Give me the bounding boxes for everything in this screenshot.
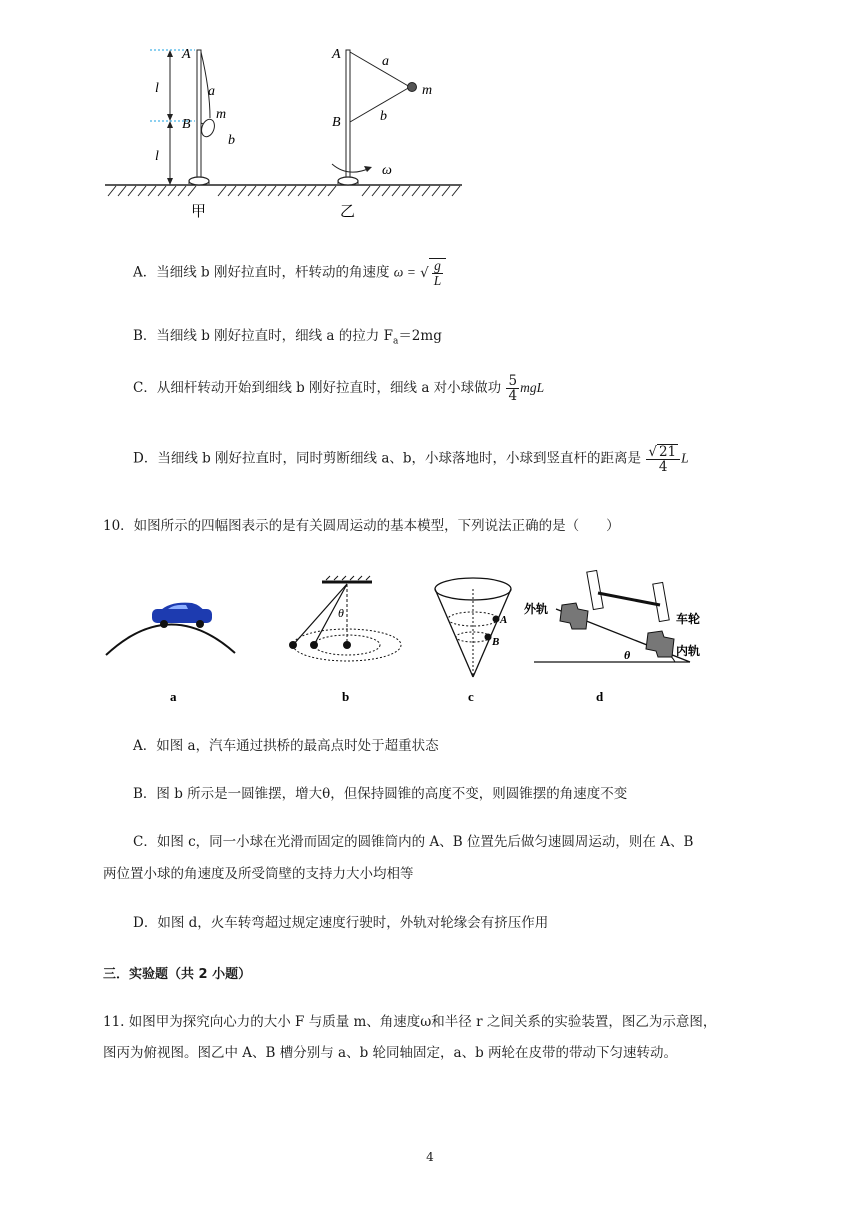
q9-option-a-den: L [433, 273, 442, 289]
q9-option-c-text: C．从细杆转动开始到细线 b 刚好拉直时，细线 a 对小球做功 [133, 380, 502, 397]
yi-caption: 乙 [340, 204, 356, 220]
fig-d-wheel: 车轮 [676, 612, 701, 626]
q9-option-d-num: 21 [658, 444, 677, 460]
jia-label-b: b [228, 133, 235, 148]
fig-b-theta: θ [338, 606, 344, 620]
fig-caption-c: c [468, 689, 474, 704]
yi-label-a: a [382, 54, 389, 69]
q10-option-c-line1: C．如图 c，同一小球在光滑而固定的圆锥筒内的 A、B 位置先后做匀速圆周运动，则在 A、B [133, 834, 694, 850]
q9-option-b [133, 326, 442, 352]
q9-option-a-num: g [432, 259, 444, 274]
q9-option-d: D．当细线 b 刚好拉直时，同时剪断细线 a、b，小球落地时，小球到竖直杆的距离是 $\frac{√ 21}{4}$ L [133, 444, 689, 476]
figure-circular-motion [100, 565, 720, 705]
q9-option-b-tail: ＝2mg [398, 328, 442, 344]
yi-label-b: b [380, 109, 387, 124]
fig-d-outer: 外轨 [524, 602, 549, 616]
fig-c-A: A [500, 614, 508, 626]
q9-option-a [133, 258, 446, 288]
q9-option-b-sub: a [392, 336, 399, 347]
jia-label-l2: l [155, 149, 159, 164]
jia-caption: 甲 [191, 204, 207, 220]
q9-option-a-omega: ω = [393, 264, 416, 280]
fig-caption-a: a [170, 689, 177, 704]
q9-option-c-num: 5 [508, 373, 518, 389]
yi-label-m: m [422, 83, 433, 98]
q11-line2: 图丙为俯视图。图乙中 A、B 槽分别与 a、b 轮同轴固定，a、b 两轮在皮带的带动下匀速转动。 [103, 1045, 678, 1061]
jia-label-m: m [216, 107, 227, 122]
q9-option-c-tail: mgL [520, 380, 545, 396]
page-number: 4 [426, 1150, 434, 1164]
fig-d-inner: 内轨 [676, 644, 701, 658]
figure-rods [100, 40, 470, 225]
jia-label-B: B [182, 117, 191, 132]
q9-option-a-sqrt: √ $\frac{g}{L}$ [420, 258, 446, 288]
q10-option-c-line2: 两位置小球的角速度及所受筒壁的支持力大小均相等 [103, 866, 414, 882]
q10-option-d: D．如图 d，火车转弯超过规定速度行驶时，外轨对轮缘会有挤压作用 [133, 915, 549, 931]
jia-label-a: a [208, 84, 215, 99]
q9-option-c-den: 4 [508, 388, 518, 405]
fig-caption-d: d [596, 689, 604, 704]
fig-d-theta: θ [624, 648, 631, 662]
jia-label-l1: l [155, 81, 159, 96]
q9-option-b-text: B．当细线 b 刚好拉直时，细线 a 的拉力 F [133, 328, 393, 344]
jia-label-A: A [182, 47, 191, 62]
q9-option-a-text: A．当细线 b 刚好拉直时，杆转动的角速度 [133, 264, 390, 281]
q11-line1: 11. 如图甲为探究向心力的大小 F 与质量 m、角速度ω和半径 r 之间关系的实验装置，图乙为示意图， [103, 1014, 717, 1030]
q10-option-b: B．图 b 所示是一圆锥摆，增大θ，但保持圆锥的高度不变，则圆锥摆的角速度不变 [133, 786, 628, 802]
yi-label-A: A [332, 47, 341, 62]
q9-option-c [133, 374, 544, 403]
yi-label-omega: ω [382, 163, 392, 178]
fig-c-B: B [492, 636, 500, 648]
fig-caption-b: b [342, 689, 350, 704]
q10-option-a: A．如图 a，汽车通过拱桥的最高点时处于超重状态 [133, 738, 439, 754]
q10-stem: 10．如图所示的四幅图表示的是有关圆周运动的基本模型，下列说法正确的是（ ） [103, 518, 620, 534]
section-heading: 三．实验题（共 2 小题） [103, 967, 252, 982]
yi-label-B: B [332, 115, 341, 130]
q9-option-d-den: 4 [658, 459, 668, 476]
q9-option-d-text: D．当细线 b 刚好拉直时，同时剪断细线 a、b，小球落地时，小球到竖直杆的距离是 [133, 450, 642, 467]
q9-option-d-tail: L [681, 450, 689, 466]
